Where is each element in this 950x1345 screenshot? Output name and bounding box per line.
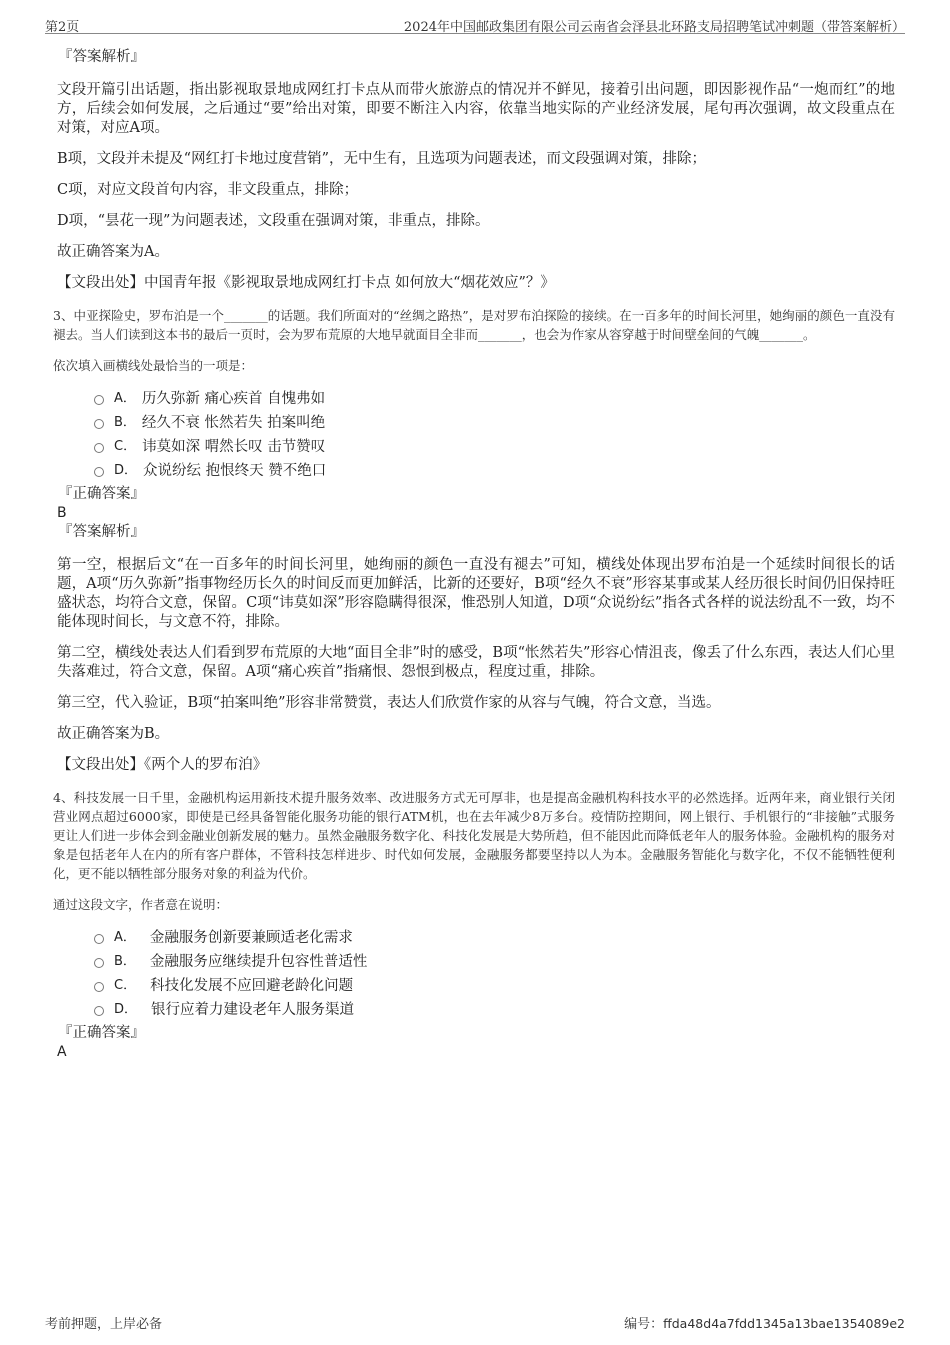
question-4-text: 4、科技发展一日千里，金融机构运用新技术提升服务效率、改进服务方式无可厚非，也是提高金融机构科技水平的必然选择。近两年来，商业银行关闭营业网点超过6000家，即使是已经具备智能化服务功能的银行ATM机，也在去年减少8万多台。疫情防控期间，网上银行、手机银行的“非接触”式服务更让人们进一步体会到金融业创新发展的魅力。虽然金融服务数字化、科技化发展是大势所趋，但不能因此而降低老年人的服务体验。金融机构的服务对象是包括老年人在内的所有客户群体，不管科技怎样进步、时代如何发展，金融服务都要坚持以人为本。金融服务智能化与数字化，不仅不能牺牲便利化，更不能以牺牲部分服务对象的利益为代价。 [53,790,895,881]
code-label: 编号： [624,1317,664,1332]
analysis-label: 『答案解析』 [58,524,145,540]
document-body [53,44,895,1062]
option-text: 科技化发展不应回避老龄化问题 [150,978,354,994]
radio-icon[interactable] [94,1006,104,1016]
question-3-prompt: 依次填入画横线处最恰当的一项是： [53,358,254,373]
analysis-paragraph: 文段开篇引出话题，指出影视取景地成网红打卡点从而带火旅游点的情况并不鲜见，接着引出问题，即因影视作品“一炮而红”的地方，后续会如何发展，之后通过“要”给出对策，即要不断注入内容，依靠当地实际的产业经济发展，尾句再次强调，故文段重点在对策，对应A项。 [57,82,895,136]
correct-answer: B [57,505,67,521]
radio-icon[interactable] [94,982,104,992]
conclusion: 故正确答案为A。 [57,244,169,260]
source-citation: 【文段出处】《两个人的罗布泊》 [57,757,268,773]
radio-icon[interactable] [94,958,104,968]
page-footer [45,1313,905,1331]
analysis-paragraph: 第三空，代入验证，B项“拍案叫绝”形容非常赞赏，表达人们欣赏作家的从容与气魄，符合文意，当选。 [57,695,721,711]
radio-icon[interactable] [94,443,104,453]
document-code [624,1313,905,1332]
code-value: ffda48d4a7fdd1345a13bae1354089e2 [663,1316,905,1331]
option-label: A． [114,391,136,406]
conclusion: 故正确答案为B。 [57,726,170,742]
option-text: 金融服务创新要兼顾适老化需求 [149,930,353,946]
option-label: D． [114,463,138,478]
radio-icon[interactable] [94,419,104,429]
radio-icon[interactable] [94,467,104,477]
question-3-text: 3、中亚探险史，罗布泊是一个_______的话题。我们所面对的“丝绸之路热”，是对罗布泊探险的接续。在一百多年的时间长河里，她绚丽的颜色一直没有褪去。当人们读到这本书的最后一页时，会为罗布荒原的大地早就面目全非而_______，也会为作家从容穿越于时间壁垒间的气魄_______。 [53,308,895,342]
analysis-paragraph: 第一空，根据后文“在一百多年的时间长河里，她绚丽的颜色一直没有褪去”可知，横线处体现出罗布泊是一个延续时间很长的话题，A项“历久弥新”指事物经历长久的时间反而更加鲜活，比新的还要好，B项“经久不衰”形容某事或某人经历很长时间仍旧保持旺盛状态，均符合文意，保留。C项“讳莫如深”形容隐瞒得很深，惟恐别人知道，D项“众说纷纭”指各式各样的说法纷乱不一致，均不能体现时间长，与文意不符，排除。 [57,557,895,630]
question-3-options [94,387,895,483]
option-text: 金融服务应继续提升包容性普适性 [149,954,368,970]
option-d[interactable] [94,459,895,483]
option-text: 讳莫如深 喟然长叹 击节赞叹 [142,439,326,455]
analysis-paragraph: C项，对应文段首句内容，非文段重点，排除； [57,182,359,198]
option-label: C． [114,978,137,993]
option-text: 银行应着力建设老年人服务渠道 [151,1002,355,1018]
radio-icon[interactable] [94,395,104,405]
option-label: B． [114,415,136,430]
option-c[interactable] [94,435,895,459]
analysis-label: 『答案解析』 [58,49,145,65]
page-number: 第2页 [45,20,80,35]
option-text: 众说纷纭 抱恨终天 赞不绝口 [143,463,327,479]
correct-answer-label: 『正确答案』 [58,1025,145,1041]
option-label: D． [114,1002,138,1017]
document-title: 2024年中国邮政集团有限公司云南省会泽县北环路支局招聘笔试冲刺题（带答案解析） [403,20,905,35]
correct-answer: A [57,1044,67,1060]
option-d[interactable] [94,998,895,1022]
option-b[interactable] [94,411,895,435]
source-citation: 【文段出处】中国青年报《影视取景地成网红打卡点 如何放大“烟花效应”？》 [57,275,555,291]
option-text: 经久不衰 怅然若失 拍案叫绝 [141,415,326,431]
page-header [45,14,905,34]
analysis-paragraph: 第二空，横线处表达人们看到罗布荒原的大地“面目全非”时的感受，B项“怅然若失”形容心情沮丧，像丢了什么东西，表达人们心里失落难过，符合文意，保留。A项“痛心疾首”指痛恨、怨恨到极点，程度过重，排除。 [57,645,895,680]
option-c[interactable] [94,974,895,998]
radio-icon[interactable] [94,934,104,944]
option-label: C． [114,439,137,454]
option-a[interactable] [94,387,895,411]
correct-answer-label: 『正确答案』 [58,486,145,502]
question-4-options [94,926,895,1022]
option-label: A． [114,930,136,945]
footer-slogan: 考前押题，上岸必备 [45,1317,163,1332]
option-b[interactable] [94,950,895,974]
option-label: B． [114,954,136,969]
analysis-paragraph: B项，文段并未提及“网红打卡地过度营销”，无中生有，且选项为问题表述，而文段强调对策，排除； [57,151,706,167]
question-4-prompt: 通过这段文字，作者意在说明： [53,897,229,912]
option-text: 历久弥新 痛心疾首 自愧弗如 [141,391,326,407]
option-a[interactable] [94,926,895,950]
analysis-paragraph: D项，“昙花一现”为问题表述，文段重在强调对策，非重点，排除。 [57,213,490,229]
